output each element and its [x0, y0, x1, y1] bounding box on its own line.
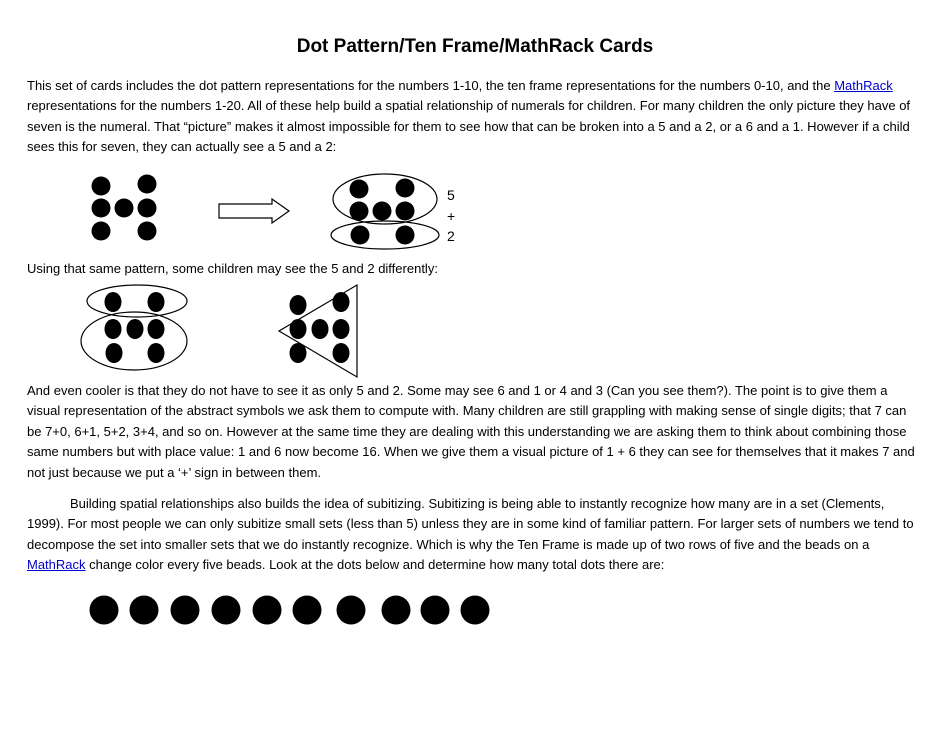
intro-text-end: representations for the numbers 1-20. All of these help build a spatial relationship of numerals for children. For many children the only picture they have of seven is the numeral. That “picture” makes it almost impossible for them to see how that can be broken into a 5 and a 2, or a 6 and a 1. However if a child sees this for seven, they can actually see a 5 and a 2:: [27, 98, 911, 155]
mathrack-link-2[interactable]: MathRack: [27, 557, 86, 573]
subitizing-text-end: change color every five beads. Look at the dots below and determine how many total dots there are:: [85, 557, 665, 573]
ten-dot-row: [90, 596, 490, 625]
label-plus: +: [447, 208, 456, 224]
grouped-five-and-two: [331, 174, 439, 249]
right-arrow-icon: [219, 199, 289, 223]
intro-text-start: This set of cards includes the dot pattern representations for the numbers 1-10, the ten frame representations for the numbers 0-10, and the: [27, 78, 835, 93]
decomposition-paragraph: And even cooler is that they do not have to see it as only 5 and 2. Some may see 6 and 1 or 4 and 3 (Can you see them?). The point is to give them a visual representation of the abstract symbols we ask them to compute with. Many children are still grappling with making sense of single digits; that 7 can be 7+0, 6+1, 5+2, 3+4, and so on. However at the same time they are dealing with this understanding we are asking them to think about combining those same numbers but with place value: 1 and 6 now become 16. When we give them a visual picture of 1 + 6 they can see for themselves that it makes 7 and not just because we put a ‘+’ sign in between them.: [27, 383, 915, 480]
alternate-view-paragraph: Using that same pattern, some children may see the 5 and 2 differently:: [27, 261, 438, 276]
seven-dot-pattern: [92, 175, 157, 241]
label-five: 5: [447, 187, 455, 203]
label-two: 2: [447, 228, 455, 244]
subitizing-text-start: Building spatial relationships also builds the idea of subitizing. Subitizing is being able to instantly recognize how many are in a set (Clements, 1999). For most people we can only subitize small sets (less than 5) unless they are in some kind of familiar pattern. For larger sets of numbers we tend to decompose the set into smaller sets that we do instantly recognize. Which is why the Ten Frame is made up of two rows of five and the beads on a: [27, 496, 914, 552]
page-title: Dot Pattern/Ten Frame/MathRack Cards: [296, 36, 654, 57]
alternate-grouping-ellipses: [81, 285, 187, 370]
triangle-grouping: [279, 285, 357, 377]
subitizing-paragraph: [27, 494, 922, 576]
mathrack-link[interactable]: MathRack: [834, 78, 893, 93]
